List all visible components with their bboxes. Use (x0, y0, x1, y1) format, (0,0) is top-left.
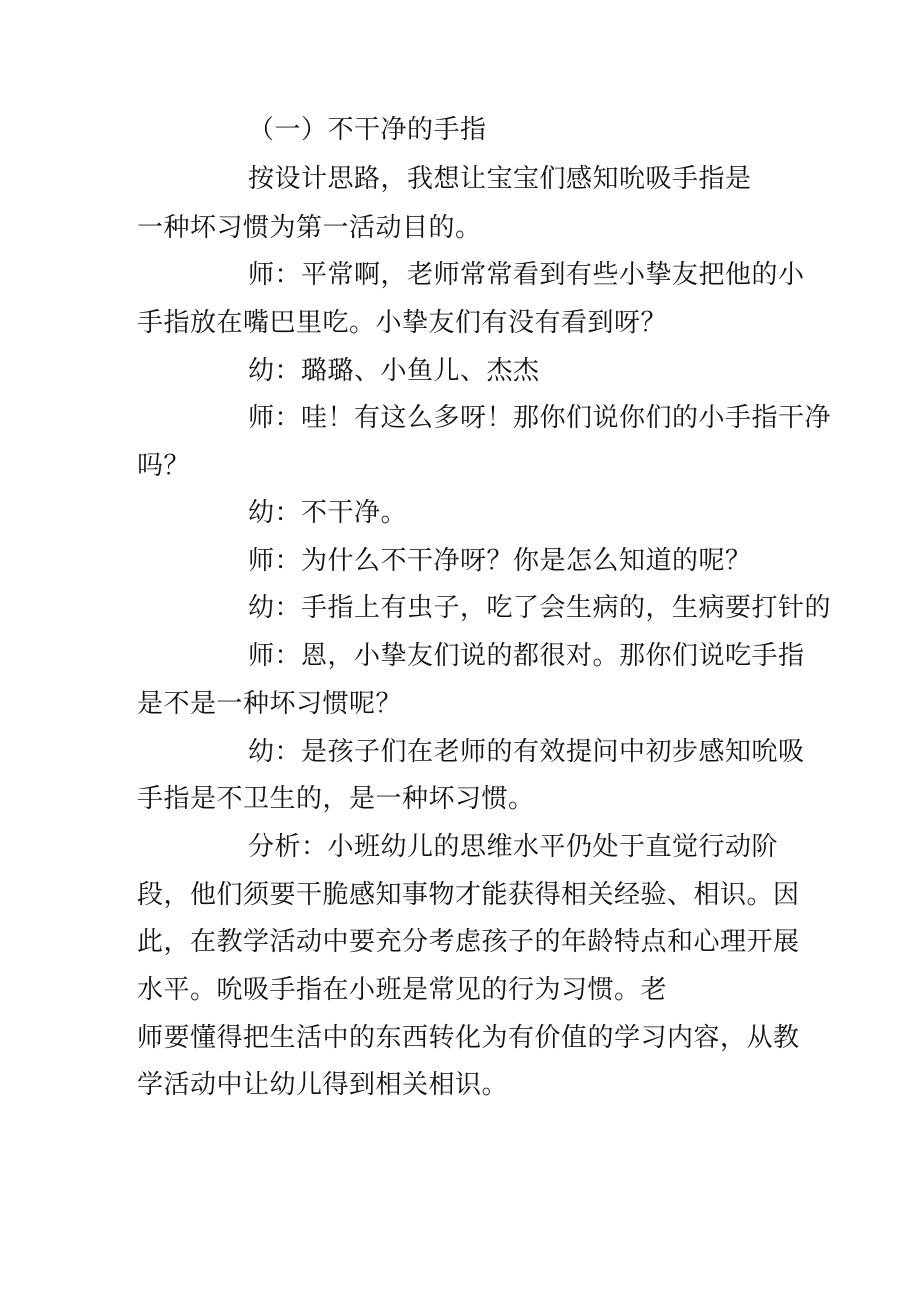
dialogue-line: 师：平常啊，老师常常看到有些小挚友把他的小 (248, 260, 805, 290)
dialogue-line: 吗？ (137, 451, 191, 481)
paragraph-line: 按设计思路，我想让宝宝们感知吮吸手指是 (248, 164, 752, 194)
dialogue-line: 师：恩，小挚友们说的都很对。那你们说吃手指 (248, 641, 805, 671)
dialogue-line: 手指放在嘴巴里吃。小挚友们有没有看到呀？ (137, 308, 668, 338)
dialogue-line: 幼：璐璐、小鱼儿、杰杰 (248, 356, 540, 386)
analysis-line: 段，他们须要干脆感知事物才能获得相关经验、相识。因 (137, 880, 800, 910)
dialogue-line: 是不是一种坏习惯呢？ (137, 689, 403, 719)
dialogue-line: 师：哇！有这么多呀！那你们说你们的小手指干净 (248, 403, 832, 433)
analysis-line: 此，在教学活动中要充分考虑孩子的年龄特点和心理开展 (137, 927, 800, 957)
analysis-line: 水平。吮吸手指在小班是常见的行为习惯。老 (137, 975, 668, 1005)
dialogue-line: 幼：不干净。 (248, 498, 408, 528)
analysis-line: 学活动中让幼儿得到相关相识。 (137, 1070, 509, 1100)
dialogue-line: 师：为什么不干净呀？你是怎么知道的呢？ (248, 546, 752, 576)
section-heading: （一）不干净的手指 (248, 115, 487, 145)
analysis-line: 师要懂得把生活中的东西转化为有价值的学习内容，从教 (137, 1023, 800, 1053)
dialogue-line: 手指是不卫生的，是一种坏习惯。 (137, 784, 535, 814)
dialogue-line: 幼：手指上有虫子，吃了会生病的，生病要打针的 (248, 593, 832, 623)
dialogue-line: 幼：是孩子们在老师的有效提问中初步感知吮吸 (248, 737, 805, 767)
analysis-line: 分析：小班幼儿的思维水平仍处于直觉行动阶 (248, 832, 779, 862)
paragraph-line: 一种坏习惯为第一活动目的。 (137, 213, 482, 243)
